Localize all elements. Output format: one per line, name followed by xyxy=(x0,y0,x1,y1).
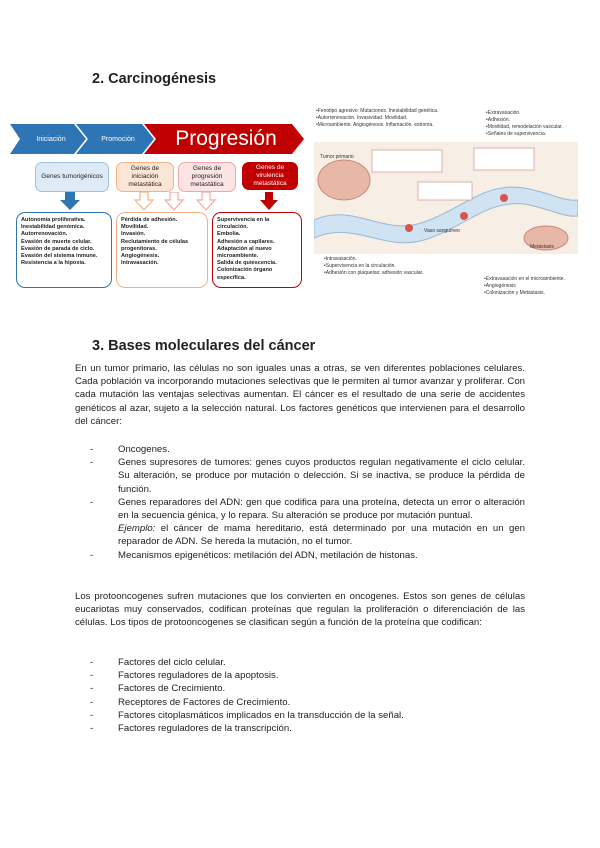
list-item: Evasión de parada de ciclo. xyxy=(21,245,95,252)
list-item: Evasión de muerte celular. xyxy=(21,238,92,245)
note-line: •Adhesión con plaquetas: adhesión vascular. xyxy=(324,270,424,276)
list-item: Reclutamiento de células progenitoras. xyxy=(121,238,189,252)
list-item: - Oncogenes. xyxy=(90,443,525,456)
label-primary-tumor: Tumor primario xyxy=(320,154,354,160)
genetic-factors-list xyxy=(90,443,525,562)
stage-initiation: Iniciación xyxy=(36,135,66,143)
primary-tumor xyxy=(318,160,370,200)
list-item: Movilidad. xyxy=(121,224,149,231)
list-item: Intravasación. xyxy=(121,260,159,267)
list-item: Supervivencia en la circulación. xyxy=(217,217,270,231)
list-item: - Factores del ciclo celular. xyxy=(90,656,525,669)
metastasis-notes-bottom-left xyxy=(324,256,474,277)
label-metastasis: Metástasis xyxy=(530,244,554,250)
list-item: Evasión del sistema inmune. xyxy=(21,253,98,260)
list-item: - Factores citoplasmáticos implicados en la transducción de la señal. xyxy=(90,709,525,722)
down-arrows xyxy=(10,192,305,212)
list-box-initiation xyxy=(116,212,208,288)
list-box-virulence xyxy=(212,212,302,288)
example-text: Ejemplo: el cáncer de mama hereditario, está determinado por una mutación en un gen reparador de ADN. Se hereda la mutación, no el tumor. xyxy=(118,523,525,548)
list-item: - Factores reguladores de la transcripción. xyxy=(90,722,525,735)
carcinogenesis-diagram xyxy=(10,116,305,292)
label-blood-vessel: Vaso sanguíneo xyxy=(424,228,460,234)
list-item: Autorrenovación. xyxy=(21,231,68,238)
note-line: •Movilidad, remodelación vascular. xyxy=(486,124,563,130)
metastasis-notes-top-right xyxy=(486,110,578,138)
list-item: - Factores de Crecimiento. xyxy=(90,682,525,695)
list-item: Invasión. xyxy=(121,231,146,238)
metastasis-notes-top-left xyxy=(316,108,476,129)
list-item: Inestabilidad genómica. xyxy=(21,224,85,231)
down-arrow-2 xyxy=(135,192,153,210)
down-arrow-3 xyxy=(165,192,183,210)
stage-promotion: Promoción xyxy=(101,135,135,143)
section-heading-molecular-bases: 3. Bases moleculares del cáncer xyxy=(92,338,316,354)
callout-box xyxy=(372,150,442,172)
note-line: •Intravasación. xyxy=(324,256,357,262)
section-heading-carcinogenesis: 2. Carcinogénesis xyxy=(92,71,217,87)
box-tumorigenic-genes: Genes tumorigénicos xyxy=(35,162,109,192)
list-item: Adhesión a capilares. xyxy=(217,238,275,245)
down-arrow-5 xyxy=(260,192,278,210)
circulating-cell xyxy=(405,224,413,232)
list-item: - Genes reparadores del ADN: gen que codifica para una proteína, detecta un error o alteración en la secuencia génica, y lo repara. Su alteración se produce por mutación puntual. Ejemplo: el cáncer de mama hereditario, está determinado por una mutación en un gen reparador de ADN. Se hereda la mutación, no el tumor. xyxy=(90,496,525,549)
metastasis-diagram xyxy=(314,108,578,310)
list-item: Pérdida de adhesión. xyxy=(121,217,178,223)
note-line: •Supervivencia en la circulación. xyxy=(324,263,396,269)
down-arrow-4 xyxy=(197,192,215,210)
callout-box xyxy=(474,148,534,170)
stage-progression: Progresión xyxy=(175,127,277,150)
note-line: •Microambiente. Angiogénesis. Inflamación. estroma. xyxy=(316,122,434,128)
list-item: - Factores reguladores de la apoptosis. xyxy=(90,669,525,682)
list-box-tumorigenic xyxy=(16,212,112,288)
list-item: - Genes supresores de tumores: genes cuyos productos regulan negativamente el ciclo celular. Su alteración, se produce por mutación o delección. Si se inactiva, se produce la pérdida de función. xyxy=(90,456,525,496)
note-line: •Extravasación en el microambiente. xyxy=(484,276,565,282)
box-virulence-genes: Genes de virulencia metastática xyxy=(242,162,298,190)
list-item: Embolia. xyxy=(217,231,241,238)
note-line: •Colonización y Metástasis. xyxy=(484,290,545,296)
metastasis-notes-bottom-right xyxy=(484,276,578,297)
list-item: Adaptación al nuevo microambiente. xyxy=(217,245,272,260)
circulating-cell xyxy=(460,212,468,220)
note-line: •Extravasación. xyxy=(486,110,521,116)
note-line: •Autorrenovación. Invasividad. Movilidad. xyxy=(316,115,408,121)
paragraph-protooncogenes: Los protooncogenes sufren mutaciones que los convierten en oncogenes. Estos son genes de células eucariotas muy conservados, codifican proteínas que regulan la proliferación o diferenciación de las células. Los tipos de protooncogenes se clasifican según a función de la proteína que codifican: xyxy=(75,591,525,629)
down-arrow-1 xyxy=(60,192,80,210)
list-item: Autonomía proliferativa. xyxy=(21,217,86,223)
list-item: Angiogénesis. xyxy=(121,253,160,260)
box-initiation-genes: Genes de iniciación metastática xyxy=(116,162,174,192)
list-item: Salida de quiescencia. xyxy=(217,260,277,267)
box-progression-genes: Genes de progresión metastática xyxy=(178,162,236,192)
list-item: Colonización órgano específica. xyxy=(217,267,273,281)
note-line: •Fenotipo agresivo: Mutaciones. Inestabilidad genética. xyxy=(316,108,439,114)
circulating-cell xyxy=(500,194,508,202)
protooncogene-types-list xyxy=(90,656,525,735)
list-item: - Mecanismos epigenéticos: metilación del ADN, metilación de histonas. xyxy=(90,549,525,562)
callout-box xyxy=(418,182,472,200)
list-item: Resistencia a la hipoxia. xyxy=(21,260,86,267)
note-line: •Señales de supervivencia. xyxy=(486,131,547,137)
paragraph-intro: En un tumor primario, las células no son iguales unas a otras, se ven diferentes poblaciones celulares. Cada población va incorporando mutaciones selectivas que le permiten al tumor avanzar y proliferar. Con cada mutación las ventajas selectivas aumentan. El cáncer es el resultado de una serie de accidentes genéticos al azar, sujeto a la selección natural. Los factores genéticos que intervienen para el desarrollo del cáncer: xyxy=(75,363,525,427)
list-item: - Receptores de Factores de Crecimiento. xyxy=(90,696,525,709)
note-line: •Angiogénesis xyxy=(484,283,516,289)
note-line: •Adhesión. xyxy=(486,117,510,123)
